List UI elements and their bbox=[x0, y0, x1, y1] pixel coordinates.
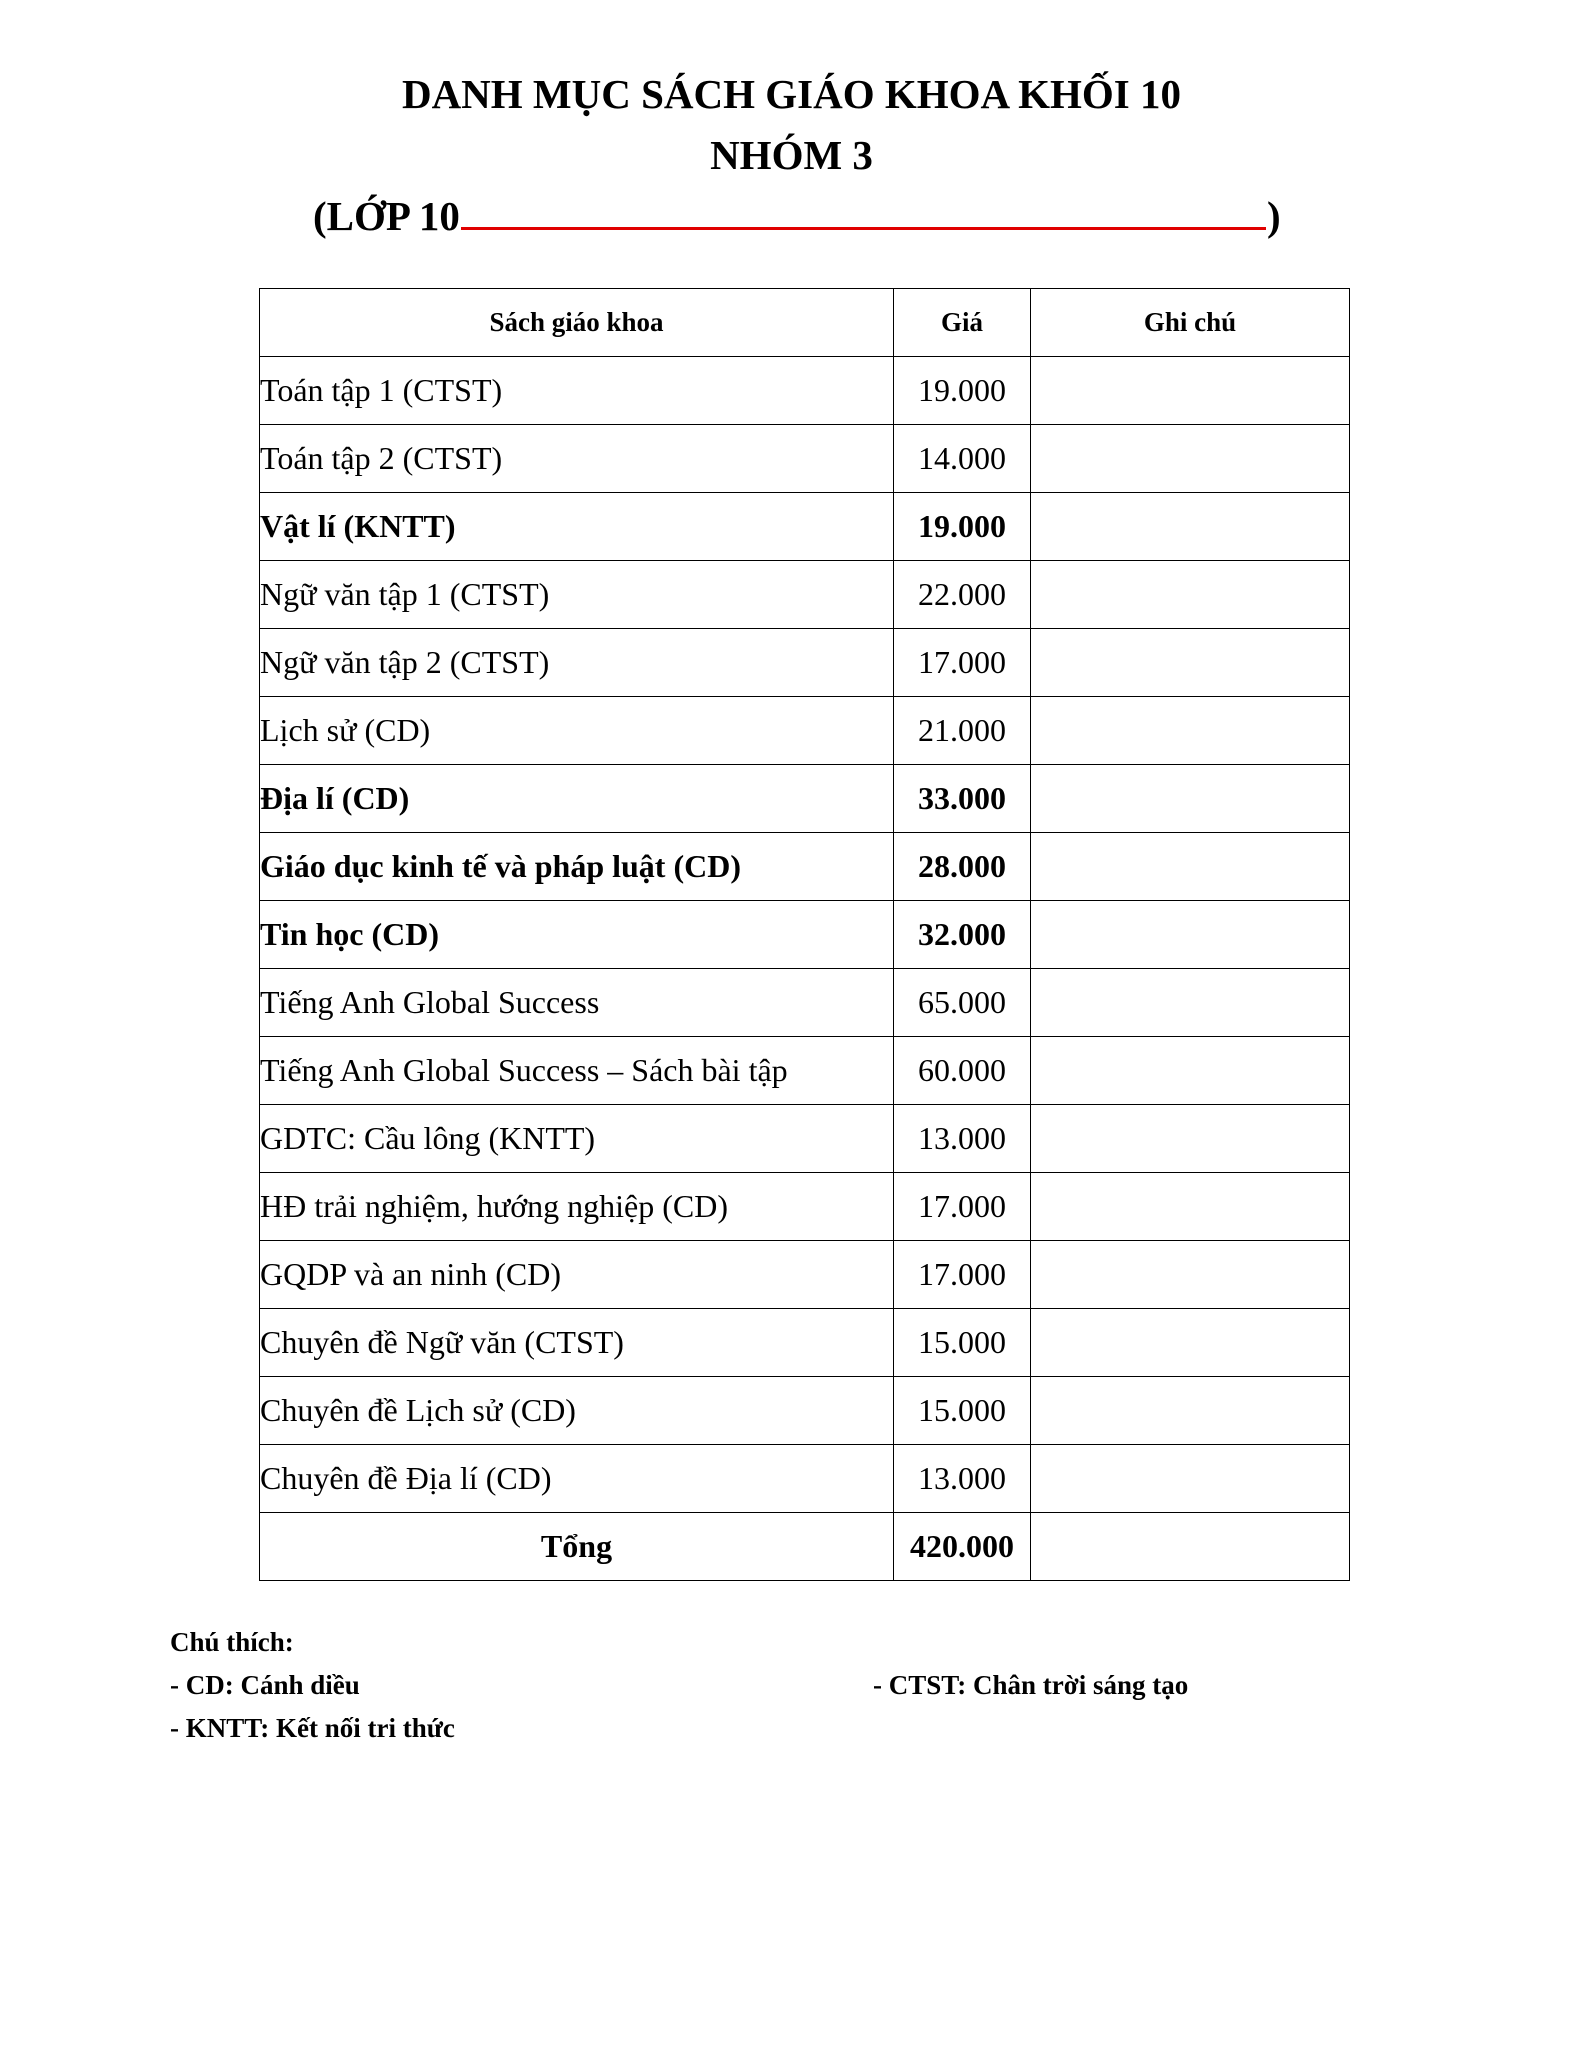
table-row bbox=[260, 697, 1350, 765]
group-subtitle: NHÓM 3 bbox=[710, 132, 873, 178]
book-name: Ngữ văn tập 1 (CTST) bbox=[260, 561, 894, 629]
table-row bbox=[260, 1377, 1350, 1445]
table-header-row bbox=[260, 289, 1350, 357]
book-price: 22.000 bbox=[894, 561, 1031, 629]
book-price: 15.000 bbox=[894, 1377, 1031, 1445]
book-name: Tiếng Anh Global Success bbox=[260, 969, 894, 1037]
total-price: 420.000 bbox=[894, 1513, 1031, 1581]
legend-cd: - CD: Cánh diều bbox=[170, 1670, 360, 1700]
book-price: 17.000 bbox=[894, 1173, 1031, 1241]
book-note bbox=[1031, 425, 1350, 493]
legend-title: Chú thích: bbox=[170, 1627, 294, 1657]
book-name: Toán tập 1 (CTST) bbox=[260, 357, 894, 425]
class-name-blank bbox=[461, 191, 1266, 230]
table-row bbox=[260, 1173, 1350, 1241]
table-row bbox=[260, 901, 1350, 969]
book-price: 65.000 bbox=[894, 969, 1031, 1037]
book-note bbox=[1031, 1309, 1350, 1377]
book-note bbox=[1031, 969, 1350, 1037]
column-header-textbook: Sách giáo khoa bbox=[260, 289, 894, 357]
book-note bbox=[1031, 901, 1350, 969]
column-header-price: Giá bbox=[894, 289, 1031, 357]
book-note bbox=[1031, 833, 1350, 901]
table-row bbox=[260, 833, 1350, 901]
book-name: Tiếng Anh Global Success – Sách bài tập bbox=[260, 1037, 894, 1105]
book-price: 60.000 bbox=[894, 1037, 1031, 1105]
table-row bbox=[260, 425, 1350, 493]
legend-kntt: - KNTT: Kết nối tri thức bbox=[170, 1713, 455, 1743]
book-name: Vật lí (KNTT) bbox=[260, 493, 894, 561]
book-price: 21.000 bbox=[894, 697, 1031, 765]
book-note bbox=[1031, 1377, 1350, 1445]
book-name: HĐ trải nghiệm, hướng nghiệp (CD) bbox=[260, 1173, 894, 1241]
book-name: Địa lí (CD) bbox=[260, 765, 894, 833]
book-name: GQDP và an ninh (CD) bbox=[260, 1241, 894, 1309]
legend-ctst: - CTST: Chân trời sáng tạo bbox=[873, 1670, 1189, 1700]
book-note bbox=[1031, 697, 1350, 765]
book-price: 13.000 bbox=[894, 1105, 1031, 1173]
book-name: Toán tập 2 (CTST) bbox=[260, 425, 894, 493]
class-prefix: (LỚP 10 bbox=[313, 193, 460, 239]
class-line bbox=[313, 190, 1281, 242]
book-price: 19.000 bbox=[894, 357, 1031, 425]
book-name: Giáo dục kinh tế và pháp luật (CD) bbox=[260, 833, 894, 901]
book-note bbox=[1031, 1241, 1350, 1309]
book-note bbox=[1031, 561, 1350, 629]
table-row bbox=[260, 1309, 1350, 1377]
book-note bbox=[1031, 765, 1350, 833]
book-name: Lịch sử (CD) bbox=[260, 697, 894, 765]
total-label: Tổng bbox=[260, 1513, 894, 1581]
table-row bbox=[260, 1241, 1350, 1309]
book-note bbox=[1031, 357, 1350, 425]
book-name: GDTC: Cầu lông (KNTT) bbox=[260, 1105, 894, 1173]
book-price: 17.000 bbox=[894, 629, 1031, 697]
book-note bbox=[1031, 493, 1350, 561]
book-name: Chuyên đề Ngữ văn (CTST) bbox=[260, 1309, 894, 1377]
table-row bbox=[260, 629, 1350, 697]
book-price: 17.000 bbox=[894, 1241, 1031, 1309]
class-suffix: ) bbox=[1266, 193, 1281, 239]
table-row bbox=[260, 1037, 1350, 1105]
table-row bbox=[260, 561, 1350, 629]
book-name: Tin học (CD) bbox=[260, 901, 894, 969]
table-row bbox=[260, 1105, 1350, 1173]
table-row bbox=[260, 493, 1350, 561]
book-note bbox=[1031, 629, 1350, 697]
table-row bbox=[260, 765, 1350, 833]
book-note bbox=[1031, 1173, 1350, 1241]
book-note bbox=[1031, 1105, 1350, 1173]
book-price: 13.000 bbox=[894, 1445, 1031, 1513]
total-note bbox=[1031, 1513, 1350, 1581]
book-name: Chuyên đề Địa lí (CD) bbox=[260, 1445, 894, 1513]
table-row bbox=[260, 357, 1350, 425]
book-note bbox=[1031, 1037, 1350, 1105]
page-title: DANH MỤC SÁCH GIÁO KHOA KHỐI 10 bbox=[401, 71, 1182, 117]
table-row bbox=[260, 969, 1350, 1037]
column-header-note: Ghi chú bbox=[1031, 289, 1350, 357]
book-price: 15.000 bbox=[894, 1309, 1031, 1377]
book-note bbox=[1031, 1445, 1350, 1513]
book-name: Ngữ văn tập 2 (CTST) bbox=[260, 629, 894, 697]
book-price: 33.000 bbox=[894, 765, 1031, 833]
book-price: 14.000 bbox=[894, 425, 1031, 493]
book-price: 28.000 bbox=[894, 833, 1031, 901]
book-price: 19.000 bbox=[894, 493, 1031, 561]
table-row bbox=[260, 1445, 1350, 1513]
book-name: Chuyên đề Lịch sử (CD) bbox=[260, 1377, 894, 1445]
textbook-table bbox=[259, 288, 1350, 1581]
total-row bbox=[260, 1513, 1350, 1581]
book-price: 32.000 bbox=[894, 901, 1031, 969]
